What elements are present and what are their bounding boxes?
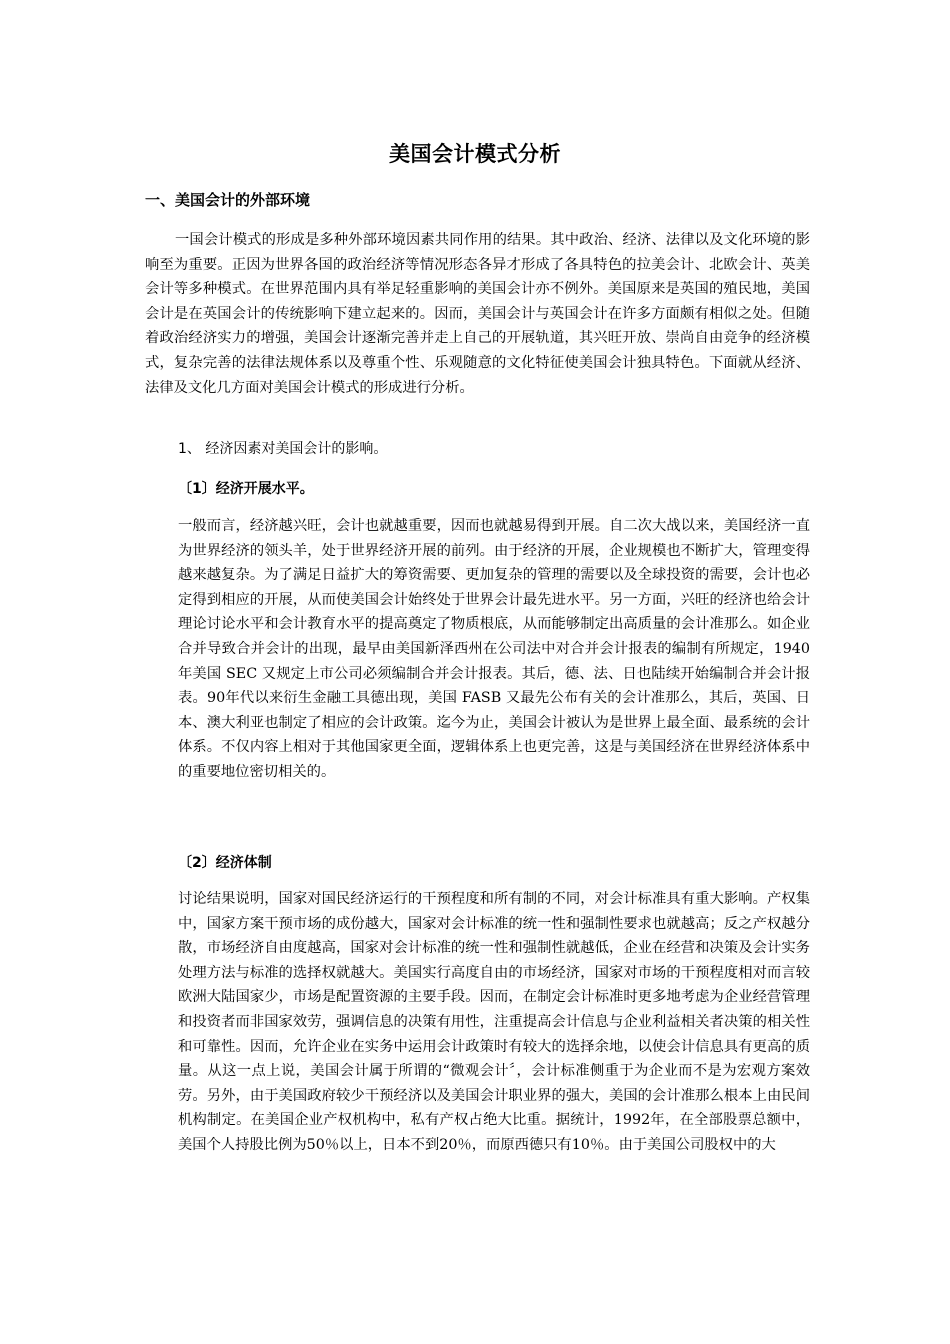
economy-level-paragraph: 一般而言，经济越兴旺，会计也就越重要，因而也就越易得到开展。自二次大战以来，美国经济一直为世界经济的领头羊，处于世界经济开展的前列。由于经济的开展，企业规模也不断扩大，管理变得越来越复杂。为了满足日益扩大的筹资需要、更加复杂的管理的需要以及全球投资的需要，会计也必定得到相应的开展，从而使美国会计始终处于世界会计最先进水平。另一方面，兴旺的经济也给会计理论讨论水平和会计教育水平的提高奠定了物质根底，从而能够制定出高质量的会计准那么。如企业合并导致合并会计的出现，最早由美国新泽西州在公司法中对合并会计报表的编制有所规定，1940年美国 SEC 又规定上市公司必须编制合并会计报表。其后，德、法、日也陆续开始编制合并会计报表。90年代以来衍生金融工具德出现，美国 FASB 又最先公布有关的会计准那么，其后，英国、日本、澳大利亚也制定了相应的会计政策。迄今为止，美国会计被认为是世界上最全面、最系统的会计体系。不仅内容上相对于其他国家更全面，逻辑体系上也更完善，这是与美国经济在世界经济体系中的重要地位密切相关的。 bbox=[178, 518, 810, 780]
subsection-heading-economy-system: 〔2〕经济体制 bbox=[178, 855, 272, 871]
economy-system-paragraph: 讨论结果说明，国家对国民经济运行的干预程度和所有制的不同，对会计标准具有重大影响。产权集中，国家方案干预市场的成份越大，国家对会计标准的统一性和强制性要求也就越高；反之产权越分散，市场经济自由度越高，国家对会计标准的统一性和强制性就越低，企业在经营和决策及会计实务处理方法与标准的选择权就越大。美国实行高度自由的市场经济，国家对市场的干预程度相对而言较欧洲大陆国家少，市场是配置资源的主要手段。因而，在制定会计标准时更多地考虑为企业经营管理和投资者而非国家效劳，强调信息的决策有用性，注重提高会计信息与企业利益相关者决策的相关性和可靠性。因而，允许企业在实务中运用会计政策时有较大的选择余地，以使会计信息具有更高的质量。从这一点上说，美国会计属于所谓的“微观会计〞，会计标准侧重于为企业而不是为宏观方案效劳。另外，由于美国政府较少干预经济以及美国会计职业界的强大，美国的会计准那么根本上由民间机构制定。在美国企业产权机构中，私有产权占绝大比重。据统计，1992年，在全部股票总额中，美国个人持股比例为50％以上，日本不到20％，而原西德只有10％。由于美国公司股权中的大 bbox=[178, 891, 810, 1153]
intro-paragraph: 一国会计模式的形成是多种外部环境因素共同作用的结果。其中政治、经济、法律以及文化环境的影响至为重要。正因为世界各国的政治经济等情况形态各异才形成了各具特色的拉美会计、北欧会计、英美会计等多种模式。在世界范围内具有举足轻重影响的美国会计亦不例外。美国原来是英国的殖民地，美国会计是在英国会计的传统影响下建立起来的。因而，美国会计与英国会计在许多方面颇有相似之处。但随着政治经济实力的增强，美国会计逐渐完善并走上自己的开展轨道，其兴旺开放、崇尚自由竞争的经济模式，复杂完善的法律法规体系以及尊重个性、乐观随意的文化特征使美国会计独具特色。下面就从经济、法律及文化几方面对美国会计模式的形成进行分析。 bbox=[145, 232, 810, 396]
section-heading: 一、美国会计的外部环境 bbox=[145, 191, 311, 209]
document-title: 美国会计模式分析 bbox=[389, 142, 561, 166]
subsection-heading-economy-level: 〔1〕经济开展水平。 bbox=[178, 481, 314, 497]
subsection-heading-economy: 1、 经济因素对美国会计的影响。 bbox=[178, 441, 388, 457]
